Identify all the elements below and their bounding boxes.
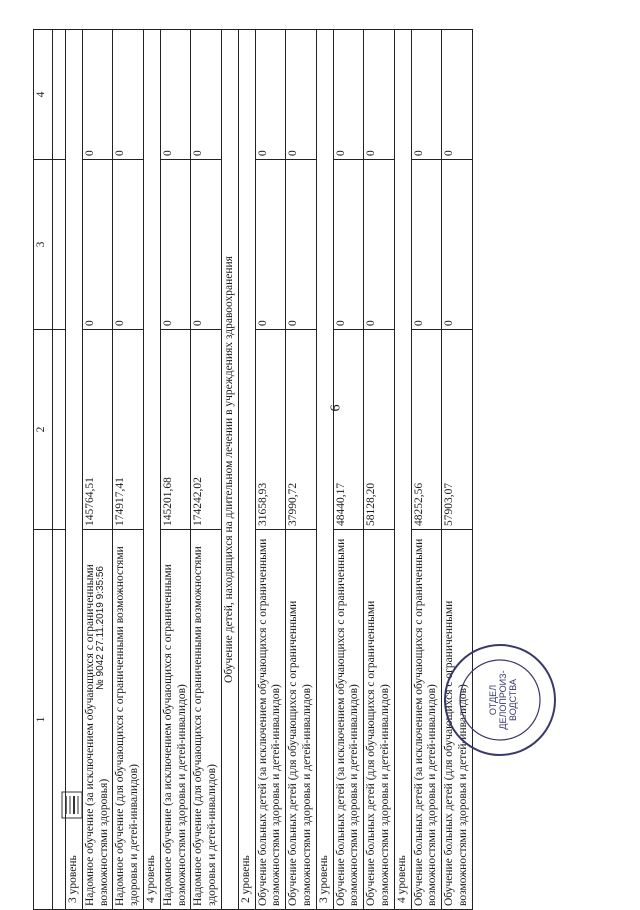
value-cell: 0: [191, 160, 222, 330]
value-cell: 57903,07: [442, 330, 473, 530]
header-cell: 1: [34, 530, 53, 910]
value-cell: 0: [333, 160, 364, 330]
value-cell: 48440,17: [333, 330, 364, 530]
section-row: [394, 30, 411, 910]
value-cell: 0: [82, 160, 113, 330]
section-row: [221, 30, 238, 910]
value-cell: 0: [442, 30, 473, 160]
value-cell: 0: [411, 160, 442, 330]
value-cell: 145764,51: [82, 330, 113, 530]
value-cell: 58128,20: [364, 330, 395, 530]
value-cell: 0: [160, 160, 191, 330]
row-name-cell: Обучение больных детей (для обучающихся с ограниченными возможностями здоровья и детей-инвалидов): [364, 530, 395, 910]
value-cell: 0: [286, 30, 317, 160]
value-cell: 0: [333, 30, 364, 160]
header-cell: 2: [34, 330, 53, 530]
table-row: [113, 30, 144, 910]
row-name-cell: Надомное обучение (за исключением обучающихся с ограниченными возможностями здоровья и детей-инвалидов): [160, 530, 191, 910]
blank-row: [53, 30, 66, 910]
section-label: 4 уровень: [143, 30, 160, 910]
table-header-row: [34, 30, 53, 910]
row-name-cell: Обучение больных детей (за исключением обучающихся с ограниченными возможностями здоровья и детей-инвалидов): [255, 530, 286, 910]
section-row: [316, 30, 333, 910]
row-name-cell: Обучение больных детей (для обучающихся с ограниченными возможностями здоровья и детей-инвалидов): [442, 530, 473, 910]
value-cell: 0: [442, 160, 473, 330]
table-row: [255, 30, 286, 910]
value-cell: 31658,93: [255, 330, 286, 530]
value-cell: 48252,56: [411, 330, 442, 530]
row-name-cell: Обучение больных детей (за исключением обучающихся с ограниченными возможностями здоровья и детей-инвалидов): [411, 530, 442, 910]
value-cell: 0: [286, 160, 317, 330]
row-name-cell: Надомное обучение (для обучающихся с ограниченными возможностями здоровья и детей-инвалидов): [191, 530, 222, 910]
table-row: [286, 30, 317, 910]
stamp-text: ОТДЕЛ: [488, 684, 498, 716]
section-row: [66, 30, 83, 910]
value-cell: 37990,72: [286, 330, 317, 530]
row-name-cell: Надомное обучение (для обучающихся с ограниченными возможностями здоровья и детей-инвалидов): [113, 530, 144, 910]
svg-text:ВОДСТВА: ВОДСТВА: [508, 678, 518, 722]
round-stamp: [440, 640, 560, 760]
table-row: [364, 30, 395, 910]
blank-cell: [53, 160, 66, 330]
section-label: 3 уровень: [66, 30, 83, 910]
value-cell: 0: [113, 160, 144, 330]
footer-registration: [95, 566, 106, 690]
blank-cell: [53, 30, 66, 160]
section-row: [143, 30, 160, 910]
table-row: [333, 30, 364, 910]
section-label: Обучение детей, находящихся на длительном лечении в учреждениях здравоохранения: [221, 30, 238, 910]
section-row: [238, 30, 255, 910]
blank-cell: [53, 530, 66, 910]
value-cell: 145201,68: [160, 330, 191, 530]
page-number: 6: [328, 404, 344, 412]
value-cell: 0: [411, 30, 442, 160]
value-cell: 0: [364, 160, 395, 330]
value-cell: 0: [364, 30, 395, 160]
table-row: [160, 30, 191, 910]
section-label: 2 уровень: [238, 30, 255, 910]
row-name-cell: Обучение больных детей (для обучающихся с ограниченными возможностями здоровья и детей-инвалидов): [286, 530, 317, 910]
svg-text:ДЕЛОПРОИЗ-: ДЕЛОПРОИЗ-: [498, 670, 508, 730]
table-row: [191, 30, 222, 910]
value-cell: 174917,41: [113, 330, 144, 530]
doc-timestamp: 27.11.2019 9:35:56: [95, 566, 106, 652]
row-name-cell: Обучение больных детей (за исключением обучающихся с ограниченными возможностями здоровья и детей-инвалидов): [333, 530, 364, 910]
value-cell: 174242,02: [191, 330, 222, 530]
value-cell: 0: [82, 30, 113, 160]
blank-cell: [53, 330, 66, 530]
value-cell: 0: [255, 160, 286, 330]
section-label: 4 уровень: [394, 30, 411, 910]
value-cell: 0: [191, 30, 222, 160]
data-table: [33, 29, 473, 910]
table-row: [411, 30, 442, 910]
section-label: 3 уровень: [316, 30, 333, 910]
value-cell: 0: [255, 30, 286, 160]
barcode-mark: [60, 790, 84, 820]
value-cell: 0: [160, 30, 191, 160]
header-cell: 4: [34, 30, 53, 160]
row-name-cell: Надомное обучение (за исключением обучающихся с ограниченными возможностями здоровья): [82, 530, 113, 910]
doc-number: № 9042: [95, 654, 106, 690]
table-row: [82, 30, 113, 910]
value-cell: 0: [113, 30, 144, 160]
header-cell: 3: [34, 160, 53, 330]
table-row: [442, 30, 473, 910]
